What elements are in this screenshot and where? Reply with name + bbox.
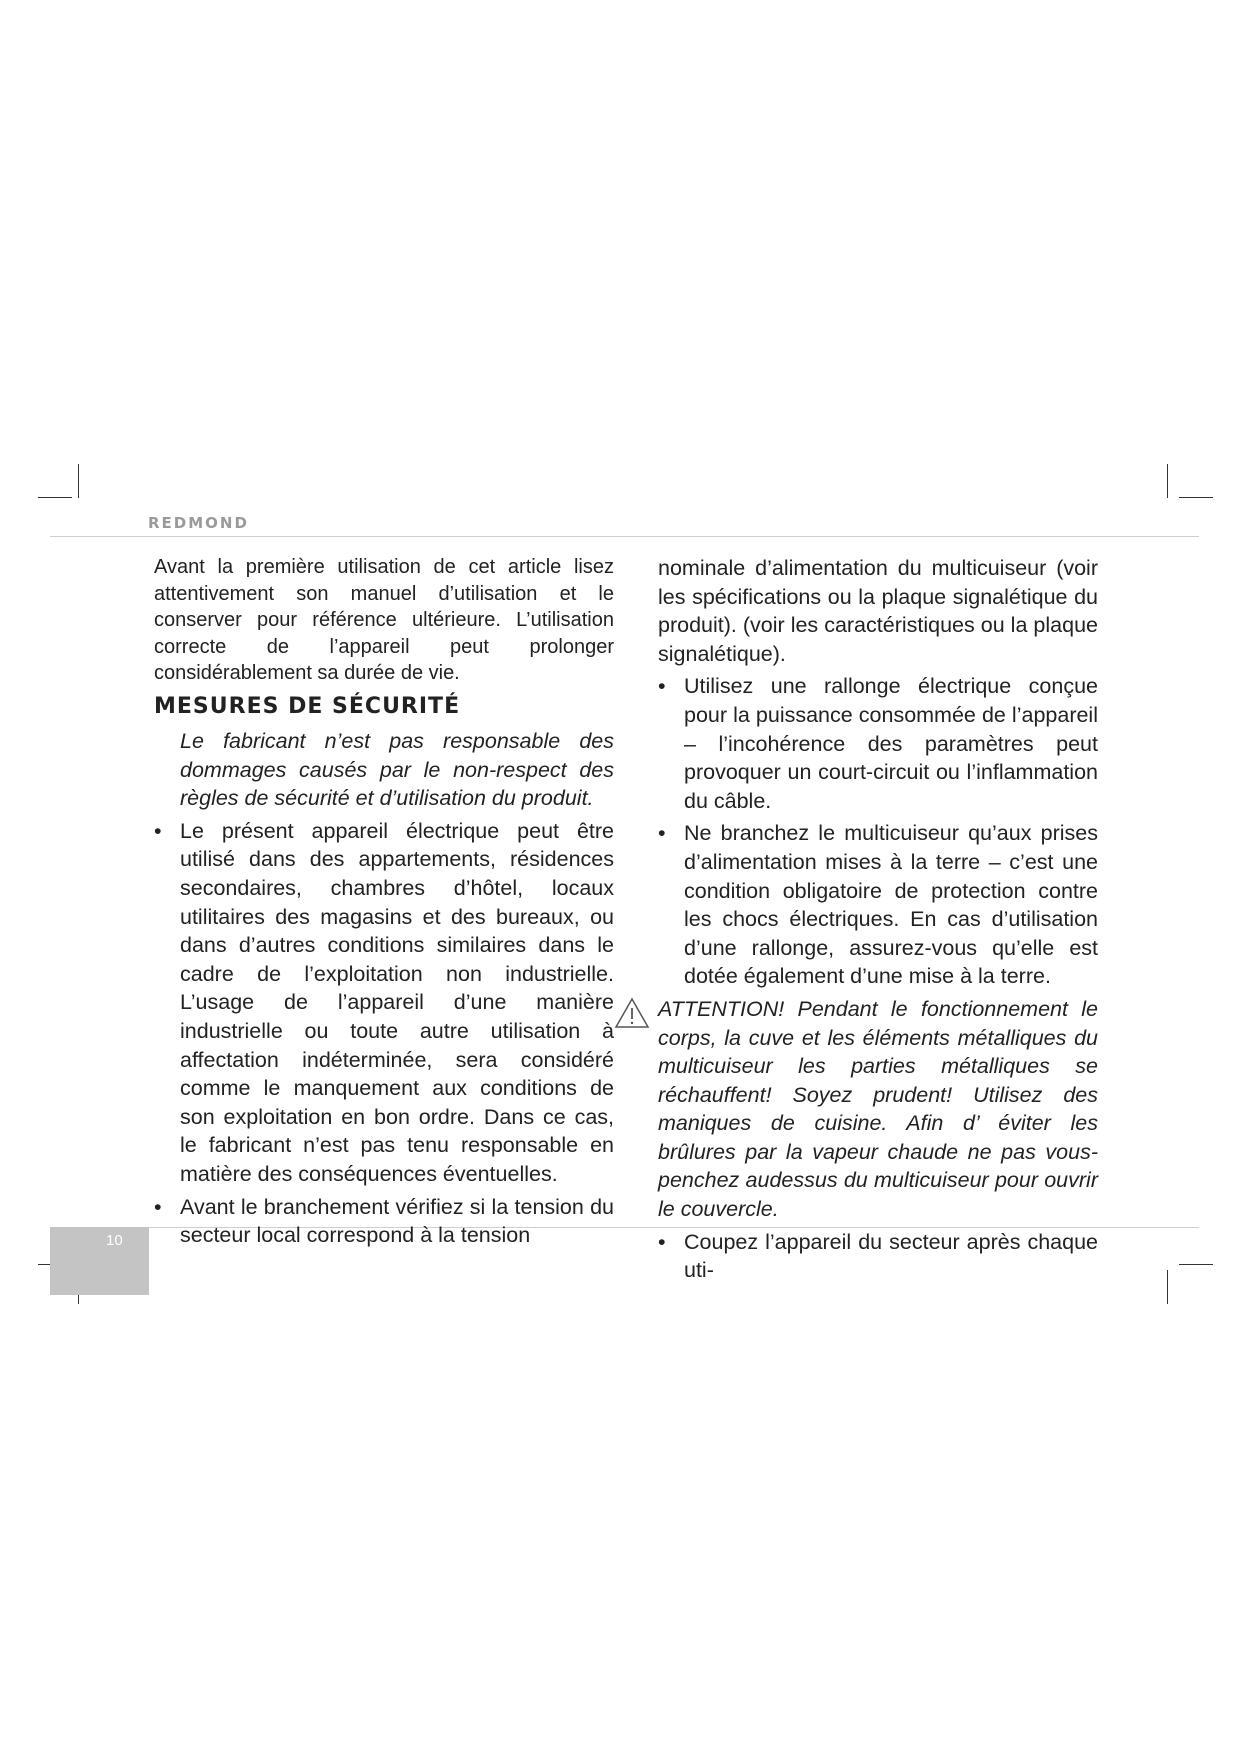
list-item-text: Utilisez une rallonge électrique conçue pour la puissance consommée de l’appareil – l’incohérence des paramètres peut provoquer un court-circuit ou l’inflammation du câble. (684, 674, 1098, 813)
section-heading: MESURES DE SÉCURITÉ (154, 693, 461, 719)
crop-mark (1179, 1264, 1213, 1265)
bullet-icon: • (154, 818, 162, 843)
header-rule (50, 536, 1199, 537)
page-number: 10 (106, 1232, 123, 1249)
attention-note (658, 995, 1098, 1224)
list-item (154, 817, 614, 1189)
disclaimer-note: Le fabricant n’est pas responsable des dommages causés par le non-respect des règles de sécurité et d’utilisation du produit. (180, 729, 614, 811)
continued-text: nominale d’alimentation du multicuiseur (voir les spécifications ou la plaque signalétique du produit). (voir les caractéristiques ou la plaque signalétique). (658, 556, 1098, 666)
crop-mark (38, 497, 72, 498)
list-item (658, 819, 1098, 991)
list-item-text: Coupez l’appareil du secteur après chaque uti- (684, 1229, 1098, 1283)
page-number-box (50, 1227, 149, 1295)
left-column (154, 554, 614, 1250)
crop-mark (1167, 464, 1168, 498)
list-item-text: Ne branchez le multicuiseur qu’aux prises d’alimentation mises à la terre – c’est une condition obligatoire de protection contre les chocs électriques. En cas d’utilisation d’une rallonge, assurez-vous qu’elle est dotée également d’une mise à la terre. (684, 821, 1098, 989)
bullet-icon: • (658, 1229, 666, 1254)
attention-text: ATTENTION! Pendant le fonctionnement le corps, la cuve et les éléments métalliques du multicuiseur les parties métalliques se réchauffent! Soyez prudent! Utilisez des maniques de cuisine. Afin d’ éviter les brûlures par la vapeur chaude ne pas vous-penchez audessus du multicuiseur pour ouvrir le couvercle. (658, 996, 1098, 1222)
intro-paragraph: Avant la première utilisation de cet article lisez attentivement son manuel d’utilisation et le conserver pour référence ultérieure. L’utilisation correcte de l’appareil peut prolonger considérablement sa durée de vie. (154, 556, 614, 684)
crop-mark (78, 464, 79, 498)
list-item (658, 1228, 1098, 1285)
crop-mark (1179, 497, 1213, 498)
list-item-text: Avant le branchement vérifiez si la tension du secteur local correspond à la tension (180, 1194, 614, 1248)
right-column (658, 554, 1098, 1285)
bullet-icon: • (658, 674, 666, 699)
warning-triangle-icon (614, 997, 650, 1029)
crop-mark (1167, 1270, 1168, 1304)
bullet-icon: • (658, 821, 666, 846)
brand-logo: REDMOND (148, 514, 249, 532)
list-item (658, 672, 1098, 815)
list-item-text: Le présent appareil électrique peut être utilisé dans des appartements, résidences secondaires, chambres d’hôtel, locaux utilitaires des magasins et des bureaux, ou dans d’autres conditions similaires dans le cadre de l’exploitation non industrielle. L’usage de l’appareil d’une manière industrielle ou toute autre utilisation à affectation indéterminée, sera considéré comme le manquement aux conditions de son exploitation en bon ordre. Dans ce cas, le fabricant n’est pas tenu responsable en matière des conséquences éventuelles. (180, 818, 614, 1186)
list-item (154, 1193, 614, 1250)
bullet-icon: • (154, 1194, 162, 1219)
